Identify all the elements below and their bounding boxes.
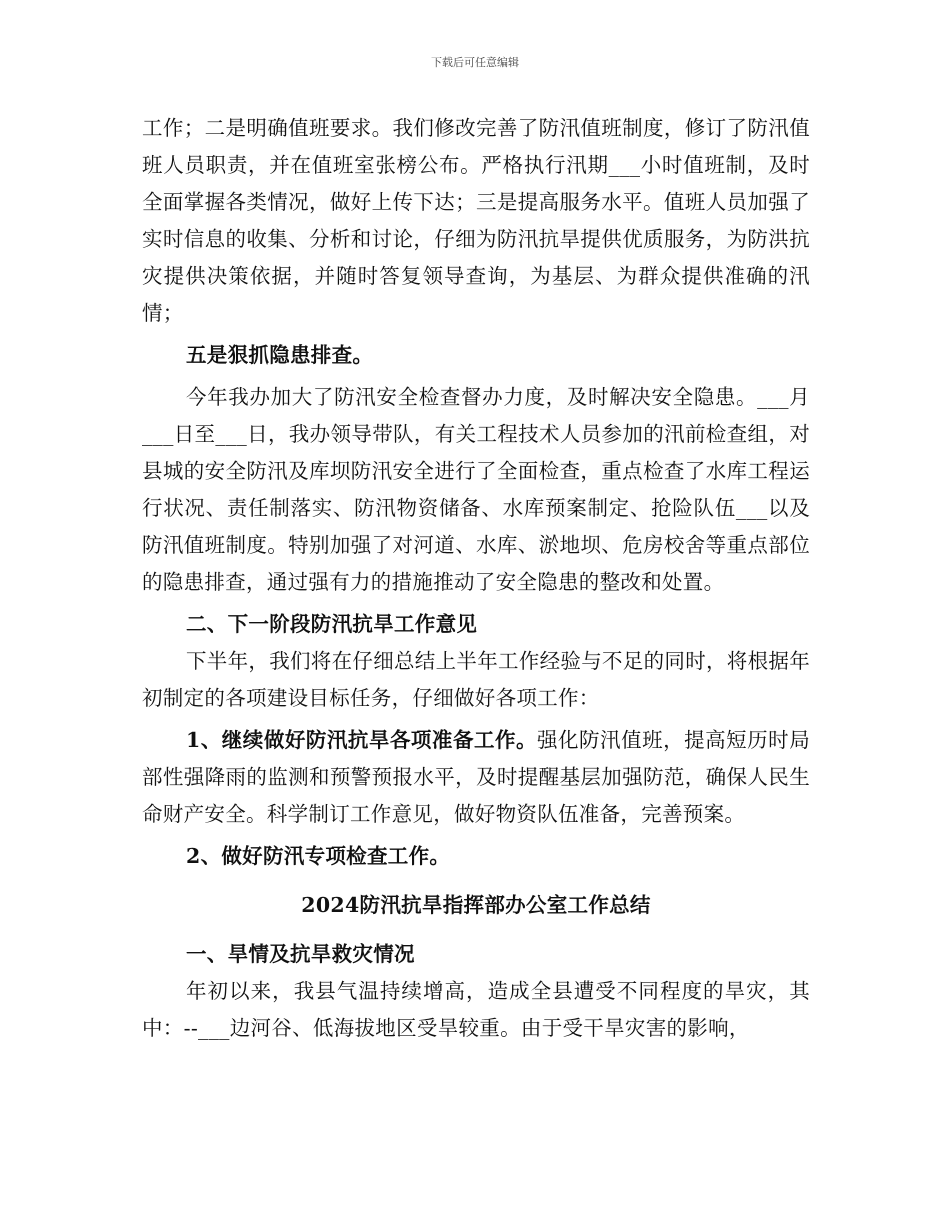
document-body bbox=[142, 110, 810, 1047]
list-item bbox=[142, 722, 810, 833]
paragraph: 下半年，我们将在仔细总结上半年工作经验与不足的同时，将根据年初制定的各项建设目标任务，仔细做好各项工作： bbox=[142, 649, 810, 710]
header-note: 下载后可任意编辑 bbox=[431, 56, 519, 69]
document-title: 2024防汛抗旱指挥部办公室工作总结 bbox=[301, 893, 651, 917]
list-item-title: 1、继续做好防汛抗旱各项准备工作。 bbox=[186, 728, 538, 752]
section-heading-5: 五是狠抓隐患排查。 bbox=[186, 343, 374, 367]
list-item-body: 强化防汛值班，提高短历时局部性强降雨的监测和预警预报水平，及时提醒基层加强防范，确保人民生命财产安全。科学制订工作意见，做好物资队伍准备，完善预案。 bbox=[142, 728, 810, 826]
paragraph: 工作；二是明确值班要求。我们修改完善了防汛值班制度，修订了防汛值班人员职责，并在值班室张榜公布。严格执行汛期___小时值班制，及时全面掌握各类情况，做好上传下达；三是提高服务水平。值班人员加强了实时信息的收集、分析和讨论，仔细为防汛抗旱提供优质服务，为防洪抗灾提供决策依据，并随时答复领导查询，为基层、为群众提供准确的汛情； bbox=[142, 116, 810, 325]
paragraph: 年初以来，我县气温持续增高，造成全县遭受不同程度的旱灾，其中：--___边河谷、低海拔地区受旱较重。由于受干旱灾害的影响， bbox=[142, 979, 810, 1040]
list-item-title: 2、做好防汛专项检查工作。 bbox=[186, 844, 451, 868]
section-heading-2: 二、下一阶段防汛抗旱工作意见 bbox=[186, 612, 478, 636]
section-heading-1: 一、旱情及抗旱救灾情况 bbox=[186, 942, 415, 966]
paragraph: 今年我办加大了防汛安全检查督办力度，及时解决安全隐患。___月___日至___日，我办领导带队，有关工程技术人员参加的汛前检查组，对县城的安全防汛及库坝防汛安全进行了全面检查，重点检查了水库工程运行状况、责任制落实、防汛物资储备、水库预案制定、抢险队伍___以及防汛值班制度。特别加强了对河道、水库、淤地坝、危房校舍等重点部位的隐患排查，通过强有力的措施推动了安全隐患的整改和处置。 bbox=[142, 385, 810, 594]
